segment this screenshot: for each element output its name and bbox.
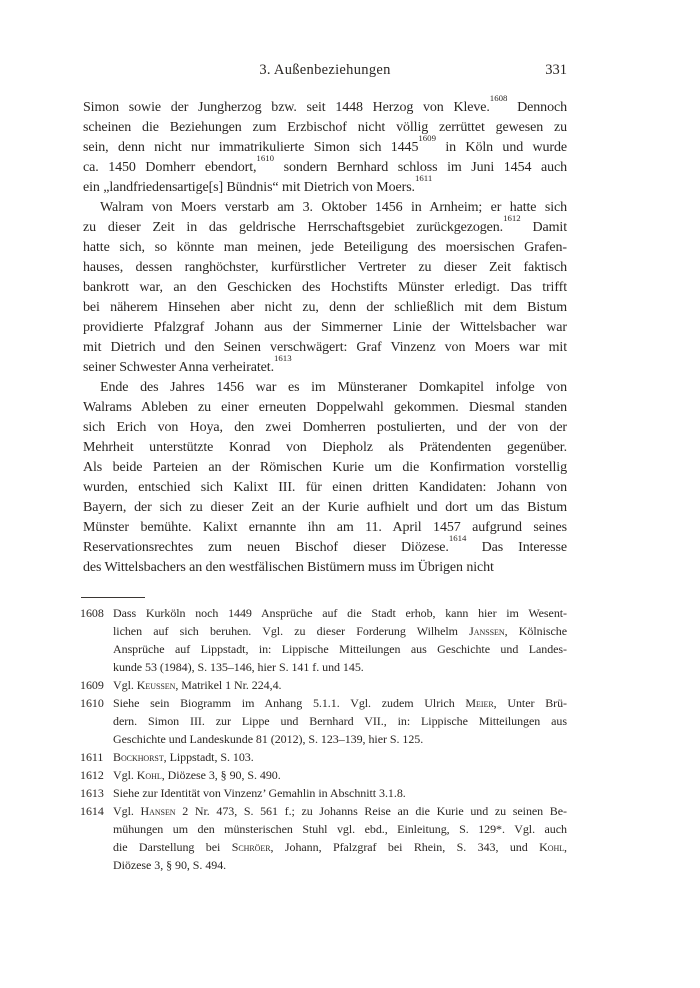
body-line: bei näherem Hinsehen aber nicht zu, denn der schließlich mit dem Bistum <box>83 300 567 315</box>
footnote-line: Siehe sein Biogramm im Anhang 5.1.1. Vgl. zudem Ulrich Meier, Unter Brü- <box>113 696 567 710</box>
body-line: Walrams Ableben zu einer erneuten Doppelwahl gekommen. Diesmal standen <box>83 400 567 415</box>
body-line: sich Erich von Hoya, den zwei Domherren postulierten, und der von der <box>83 420 567 435</box>
section-heading: 3. Außenbeziehungen <box>259 62 391 78</box>
body-line: Als beide Parteien an der Römischen Kurie um die Konfirmation vorstellig <box>83 460 567 475</box>
footnotes-section <box>80 604 700 874</box>
body-line: Mehrheit unterstützte Konrad von Diepholz als Prätendenten gegenüber. <box>83 440 567 455</box>
footnote-number: 1610 <box>80 696 104 710</box>
footnote-line: Vgl. Kohl, Diözese 3, § 90, S. 490. <box>113 768 281 782</box>
footnote-line: Dass Kurköln noch 1449 Ansprüche auf die Stadt erhob, kann hier im Wesent- <box>113 606 567 620</box>
author-smallcaps: Janssen <box>469 624 505 638</box>
footnote-line: Diözese 3, § 90, S. 494. <box>113 858 227 872</box>
footnote-number: 1613 <box>80 786 104 800</box>
body-line: ein „landfriedensartige[s] Bündnis“ mit Dietrich von Moers.$^{1611}$ <box>83 173 433 195</box>
footnote <box>80 766 700 784</box>
footnote <box>80 748 700 766</box>
footnote-ref: 1611 <box>414 173 433 184</box>
author-smallcaps: Kohl <box>539 840 565 854</box>
footnote-line: kunde 53 (1984), S. 135–146, hier S. 141 f. und 145. <box>113 660 364 674</box>
footnote <box>80 604 700 676</box>
footnote-line: Ansprüche auf Lippstadt, in: Lippische Mitteilungen aus Geschichte und Landes- <box>113 642 567 656</box>
body-line: bankrott war, an den Geschicken des Hochstifts Münster erledigt. Das trifft <box>83 280 567 295</box>
body-line: zu dieser Zeit in das geldrische Herrschaftsgebiet zurückgezogen.$^{1612}$ Damit <box>83 213 568 235</box>
author-smallcaps: Kohl <box>136 768 162 782</box>
footnote-ref: 1612 <box>503 213 521 224</box>
body-line: des Wittelsbachers an den westfälischen Bistümern muss im Übrigen nicht <box>83 560 494 575</box>
footnote <box>80 694 700 748</box>
footnote-number: 1611 <box>80 750 104 764</box>
footnote-text <box>113 748 567 766</box>
footnote-ref: 1608 <box>489 93 508 104</box>
author-smallcaps: Keussen <box>136 678 176 692</box>
footnote-text <box>113 766 567 784</box>
body-line: mit Dietrich und den Seinen verschwägert: Graf Vinzenz von Moers war mit <box>83 340 567 355</box>
body-line: Bayern, der sich zu dieser Zeit an der Kurie aufhielt und dort um das Bistum <box>83 500 567 515</box>
footnote-line: dern. Simon III. zur Lippe und Bernhard VII., in: Lippische Mitteilungen aus <box>113 714 567 728</box>
author-smallcaps: Hansen <box>140 804 176 818</box>
footnote-text <box>113 784 567 802</box>
body-line: providierte Pfalzgraf Johann aus der Simmerner Linie der Wittelsbacher war <box>83 320 567 335</box>
author-smallcaps: Bockhorst <box>113 750 164 764</box>
body-line: hatte sich, so könnte man meinen, jede Beteiligung des moersischen Grafen- <box>83 240 567 255</box>
footnote-number: 1614 <box>80 804 104 818</box>
footnote-ref: 1614 <box>448 533 467 544</box>
footnote-separator <box>81 597 145 598</box>
body-line: Simon sowie der Jungherzog bzw. seit 1448 Herzog von Kleve.$^{1608}$ Dennoch <box>83 93 567 115</box>
body-line: seiner Schwester Anna verheiratet.$^{1613}$ <box>83 353 292 375</box>
body-text <box>83 93 568 578</box>
paragraph <box>83 378 567 578</box>
footnote-line: Siehe zur Identität von Vinzenz’ Gemahlin in Abschnitt 3.1.8. <box>113 786 406 800</box>
footnote-line: lichen auf sich beruhen. Vgl. zu dieser Forderung Wilhelm Janssen, Kölnische <box>113 624 567 638</box>
paragraph <box>83 198 567 378</box>
body-line: Reservationsrechtes zum neuen Bischof dieser Diözese.$^{1614}$ Das Interesse <box>83 533 568 555</box>
body-line: Münster bemühte. Kalixt ernannte ihn am 11. April 1457 aufgrund seines <box>83 520 567 535</box>
footnote <box>80 802 700 874</box>
running-head <box>83 63 567 78</box>
footnote-line: Vgl. Keussen, Matrikel 1 Nr. 224,4. <box>113 678 282 692</box>
page-number: 331 <box>545 62 567 78</box>
paragraph <box>83 93 567 198</box>
footnote-number: 1609 <box>80 678 104 692</box>
footnote-line: die Darstellung bei Schröer, Johann, Pfalzgraf bei Rhein, S. 343, und Kohl, <box>113 840 567 854</box>
body-line: ca. 1450 Domherr ebendort,$^{1610}$ sondern Bernhard schloss im Juni 1454 auch <box>83 153 567 175</box>
author-smallcaps: Meier <box>465 696 494 710</box>
footnote-number: 1608 <box>80 606 104 620</box>
body-line: scheinen die Beziehungen zum Erzbischof nicht völlig zerrüttet gewesen zu <box>83 120 567 135</box>
body-line: hauses, dessen ranghöchster, kurfürstlicher Vertreter zu dieser Zeit faktisch <box>83 260 567 275</box>
footnote-ref: 1610 <box>256 153 275 164</box>
footnote-line: Bockhorst, Lippstadt, S. 103. <box>113 750 254 764</box>
footnote-line: mühungen um den münsterischen Stuhl vgl. ebd., Einleitung, S. 129*. Vgl. auch <box>113 822 567 836</box>
footnote <box>80 676 700 694</box>
footnote-text <box>113 802 567 874</box>
footnote-line: Vgl. Hansen 2 Nr. 473, S. 561 f.; zu Johanns Reise an die Kurie und zu seinen Be- <box>113 804 567 818</box>
footnote <box>80 784 700 802</box>
footnote-text <box>113 604 567 676</box>
body-line: sein, denn nicht nur immatrikulierte Simon sich $1445^{1609}$ in Köln und wurde <box>83 133 567 155</box>
footnote-ref: 1613 <box>273 353 292 364</box>
body-line: Walram von Moers verstarb am 3. Oktober 1456 in Arnheim; er hatte sich <box>100 200 567 215</box>
footnote-ref: 1609 <box>418 133 436 144</box>
footnote-text <box>113 676 567 694</box>
body-line: wurden, entschied sich Kalixt III. für einen dritten Kandidaten: Johann von <box>83 480 567 495</box>
footnote-number: 1612 <box>80 768 104 782</box>
footnote-line: Geschichte und Landeskunde 81 (2012), S. 123–139, hier S. 125. <box>113 732 424 746</box>
author-smallcaps: Schröer <box>231 840 271 854</box>
body-line: Ende des Jahres 1456 war es im Münsteraner Domkapitel infolge von <box>100 380 567 395</box>
footnote-text <box>113 694 567 748</box>
